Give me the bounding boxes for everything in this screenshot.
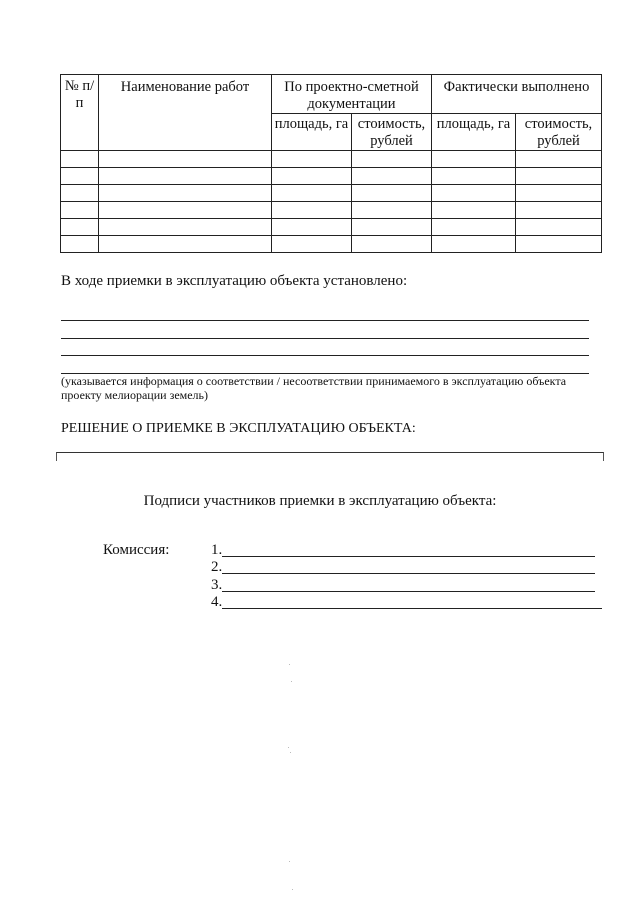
table-cell[interactable] [272,236,352,253]
table-row [61,168,602,185]
table-cell[interactable] [272,219,352,236]
table-cell[interactable] [61,151,99,168]
header-work-name: Наименование работ [99,75,272,151]
table-cell[interactable] [352,185,432,202]
table-cell[interactable] [432,202,516,219]
table-cell[interactable] [99,236,272,253]
works-table [60,74,602,253]
header-design-group: По проектно-сметной документации [272,75,432,114]
table-cell[interactable] [99,219,272,236]
table-cell[interactable] [272,168,352,185]
table-cell[interactable] [352,236,432,253]
table-cell[interactable] [61,236,99,253]
signature-number: 4. [211,594,223,610]
scan-speck [288,747,289,748]
signatures-heading: Подписи участников приемки в эксплуатацию объекта: [143,493,497,509]
table-row [61,151,602,168]
table-cell[interactable] [516,202,602,219]
table-cell[interactable] [432,151,516,168]
table-row [61,236,602,253]
decision-heading: РЕШЕНИЕ О ПРИЕМКЕ В ЭКСПЛУАТАЦИЮ ОБЪЕКТА: [61,421,416,436]
signature-number: 3. [211,577,223,593]
table-cell[interactable] [99,168,272,185]
signature-number: 1. [211,542,223,558]
table-cell[interactable] [352,219,432,236]
table-cell[interactable] [352,202,432,219]
findings-line-1[interactable] [61,320,589,321]
table-cell[interactable] [61,202,99,219]
table-row [61,202,602,219]
header-design-area: площадь, га [272,114,352,151]
table-cell[interactable] [352,168,432,185]
findings-line-2[interactable] [61,338,589,339]
signature-field[interactable] [222,556,595,557]
table-cell[interactable] [352,151,432,168]
table-cell[interactable] [516,185,602,202]
table-cell[interactable] [99,185,272,202]
findings-line-3[interactable] [61,355,589,356]
scan-speck [290,752,291,753]
header-number: № п/п [61,75,99,151]
scan-speck [292,889,293,890]
table-cell[interactable] [61,219,99,236]
scan-speck [289,664,290,665]
findings-heading: В ходе приемки в эксплуатацию объекта установлено: [61,273,408,289]
table-cell[interactable] [432,168,516,185]
table-row [61,219,602,236]
header-actual-cost: стоимость, рублей [516,114,602,151]
commission-label: Комиссия: [103,542,170,558]
table-cell[interactable] [432,236,516,253]
table-cell[interactable] [99,151,272,168]
table-cell[interactable] [272,185,352,202]
table-cell[interactable] [516,168,602,185]
findings-note: (указывается информация о соответствии / несоответствии принимаемого в эксплуатацию объекта проекту мелиорации земель) [61,374,567,402]
table-cell[interactable] [99,202,272,219]
table-cell[interactable] [272,202,352,219]
scan-speck [289,861,290,862]
signature-field[interactable] [222,608,602,609]
header-design-cost: стоимость, рублей [352,114,432,151]
signature-number: 2. [211,559,223,575]
signature-field[interactable] [222,573,595,574]
table-cell[interactable] [272,151,352,168]
table-cell[interactable] [516,219,602,236]
decision-field[interactable] [56,452,604,461]
table-cell[interactable] [516,236,602,253]
scan-speck [291,681,292,682]
table-cell[interactable] [516,151,602,168]
table-cell[interactable] [61,185,99,202]
table-row [61,185,602,202]
signature-field[interactable] [222,591,595,592]
table-cell[interactable] [432,219,516,236]
table-cell[interactable] [432,185,516,202]
header-actual-area: площадь, га [432,114,516,151]
header-actual-group: Фактически выполнено [432,75,602,114]
table-cell[interactable] [61,168,99,185]
